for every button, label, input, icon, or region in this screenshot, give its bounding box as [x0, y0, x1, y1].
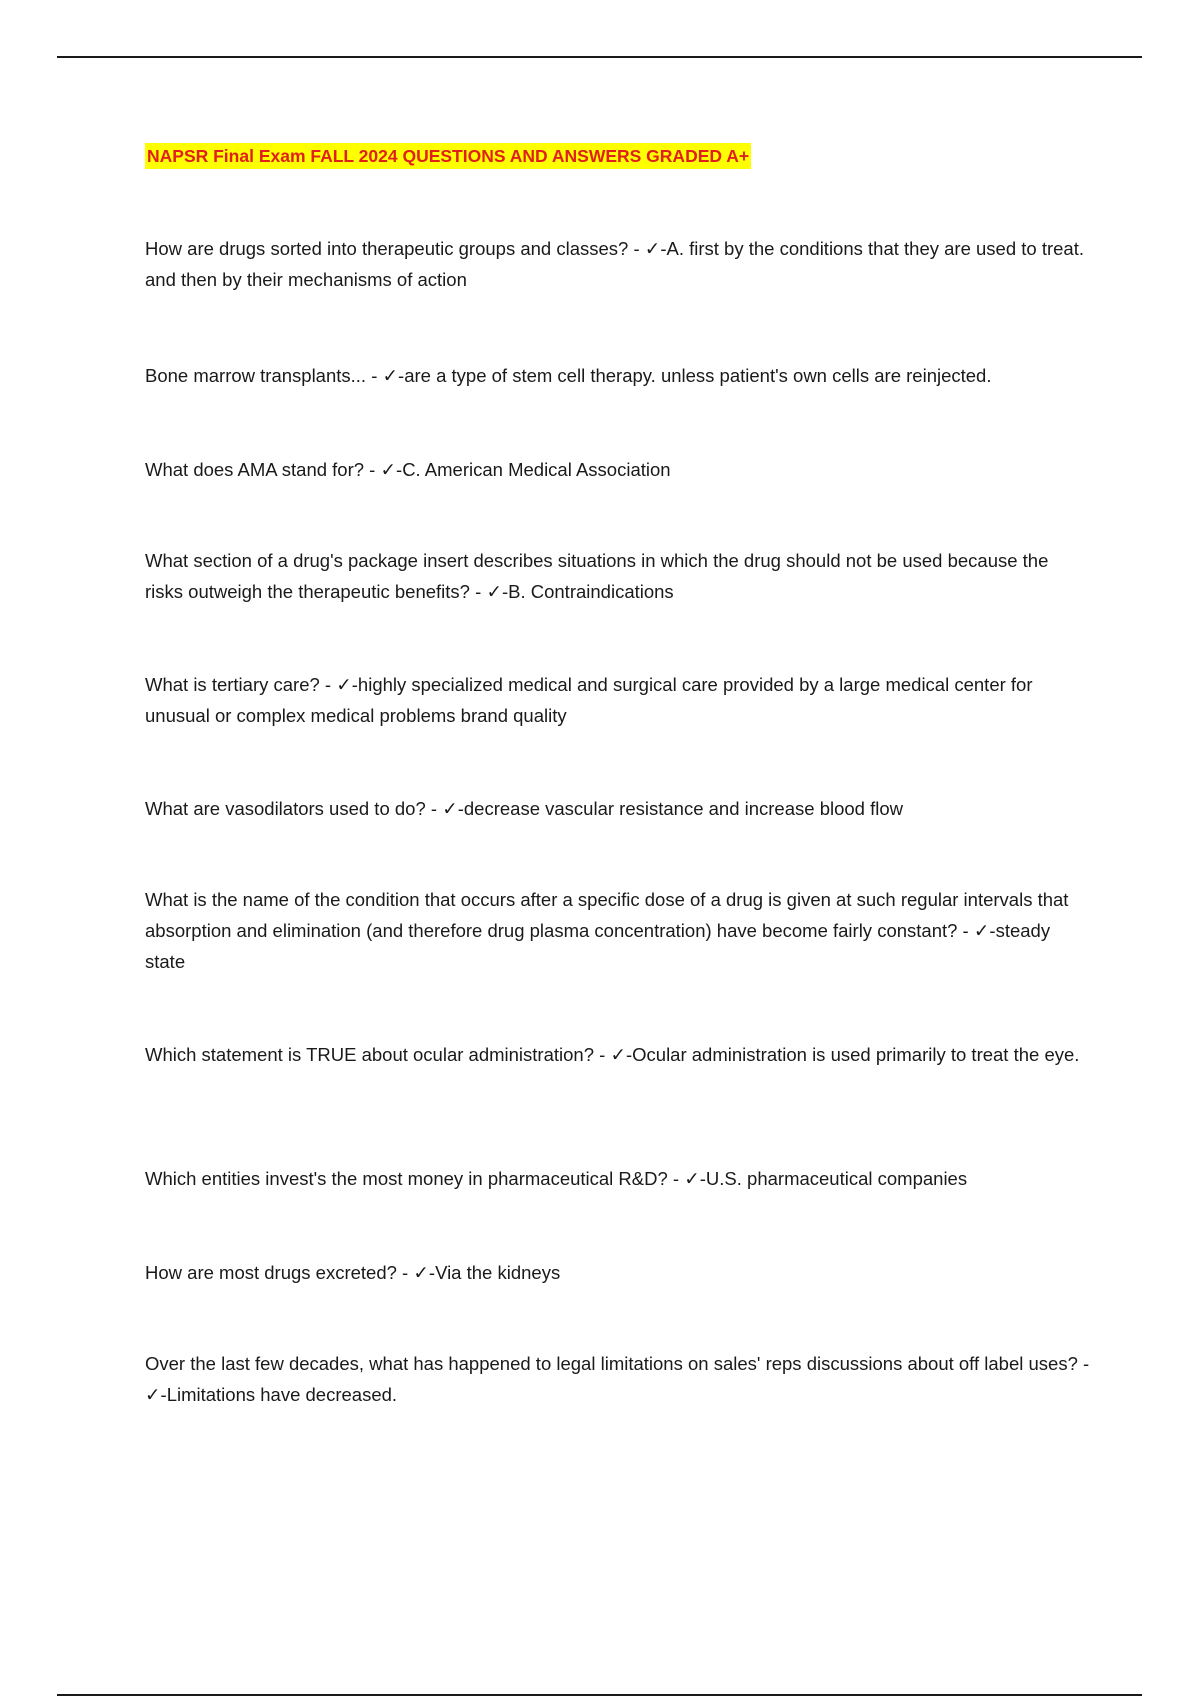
question-text: What is the name of the condition that occurs after a specific dose of a drug is given at such regular intervals that absorption and elimination (and therefore drug plasma concentration) have become fairly constant?: [145, 889, 1069, 941]
answer-prefix: -: [396, 459, 403, 480]
answer-text: A. first by the conditions that they are used to treat. and then by their mechanisms of action: [145, 238, 1084, 290]
answer-text: Ocular administration is used primarily to treat the eye.: [632, 1044, 1080, 1065]
check-icon: ✓: [145, 1384, 161, 1405]
question-text: What section of a drug's package insert describes situations in which the drug should not be used because the risks outweigh the therapeutic benefits?: [145, 550, 1049, 602]
check-icon: ✓: [973, 920, 990, 941]
answer-text: C. American Medical Association: [402, 459, 671, 480]
qa-item: [145, 884, 1090, 977]
answer-text: Limitations have decreased.: [166, 1384, 398, 1405]
header-rule: [57, 56, 1142, 58]
separator: -: [425, 798, 443, 819]
qa-item: [145, 545, 1090, 607]
document-body: [145, 143, 1090, 1405]
separator: -: [628, 238, 645, 259]
check-icon: ✓: [644, 238, 661, 259]
qa-item: [145, 1163, 1090, 1194]
qa-item: [145, 793, 1090, 824]
answer-prefix: -: [660, 238, 667, 259]
answer-text: are a type of stem cell therapy. unless patient's own cells are reinjected.: [404, 365, 992, 386]
footer-rule: [57, 1694, 1142, 1696]
qa-item: [145, 360, 1090, 391]
answer-text: steady state: [145, 920, 1051, 972]
separator: -: [396, 1262, 414, 1283]
separator: -: [667, 1168, 685, 1189]
answer-prefix: -: [398, 365, 405, 386]
separator: -: [957, 920, 974, 941]
answer-text: decrease vascular resistance and increase blood flow: [463, 798, 903, 819]
separator: -: [469, 581, 487, 602]
separator: -: [594, 1044, 611, 1065]
check-icon: ✓: [684, 1168, 700, 1189]
qa-item: [145, 454, 1090, 485]
answer-text: U.S. pharmaceutical companies: [705, 1168, 968, 1189]
question-text: What does AMA stand for?: [145, 459, 365, 480]
answer-prefix: -: [699, 1168, 706, 1189]
answer-prefix: -: [351, 674, 358, 695]
check-icon: ✓: [413, 1262, 429, 1283]
answer-prefix: -: [457, 798, 464, 819]
check-icon: ✓: [442, 798, 458, 819]
answer-text: Via the kidneys: [435, 1262, 561, 1283]
answer-text: B. Contraindications: [508, 581, 674, 602]
qa-item: [145, 233, 1090, 295]
document-title: NAPSR Final Exam FALL 2024 QUESTIONS AND ANSWERS GRADED A+: [145, 143, 751, 169]
question-text: Which entities invest's the most money in pharmaceutical R&D?: [145, 1168, 668, 1189]
answer-prefix: -: [501, 581, 509, 602]
answer-prefix: -: [989, 920, 996, 941]
separator: -: [366, 365, 383, 386]
separator: -: [319, 674, 337, 695]
question-text: How are most drugs excreted?: [145, 1262, 397, 1283]
check-icon: ✓: [336, 674, 352, 695]
check-icon: ✓: [486, 581, 502, 602]
answer-prefix: -: [625, 1044, 633, 1065]
qa-item: [145, 1348, 1090, 1410]
check-icon: ✓: [382, 365, 399, 386]
separator: -: [364, 459, 381, 480]
question-text: Which statement is TRUE about ocular administration?: [145, 1044, 594, 1065]
answer-prefix: -: [428, 1262, 436, 1283]
question-text: Over the last few decades, what has happened to legal limitations on sales' reps discussions about off label uses?: [145, 1353, 1078, 1374]
separator: -: [1077, 1353, 1090, 1374]
qa-item: [145, 1257, 1090, 1288]
check-icon: ✓: [380, 459, 397, 480]
answer-text: highly specialized medical and surgical care provided by a large medical center for unusual or complex medical problems brand quality: [145, 674, 1033, 726]
question-text: How are drugs sorted into therapeutic groups and classes?: [145, 238, 629, 259]
question-text: What is tertiary care?: [145, 674, 320, 695]
question-text: Bone marrow transplants...: [145, 365, 367, 386]
check-icon: ✓: [610, 1044, 626, 1065]
qa-item: [145, 1039, 1090, 1070]
answer-prefix: -: [160, 1384, 167, 1405]
question-text: What are vasodilators used to do?: [145, 798, 426, 819]
qa-item: [145, 669, 1090, 731]
